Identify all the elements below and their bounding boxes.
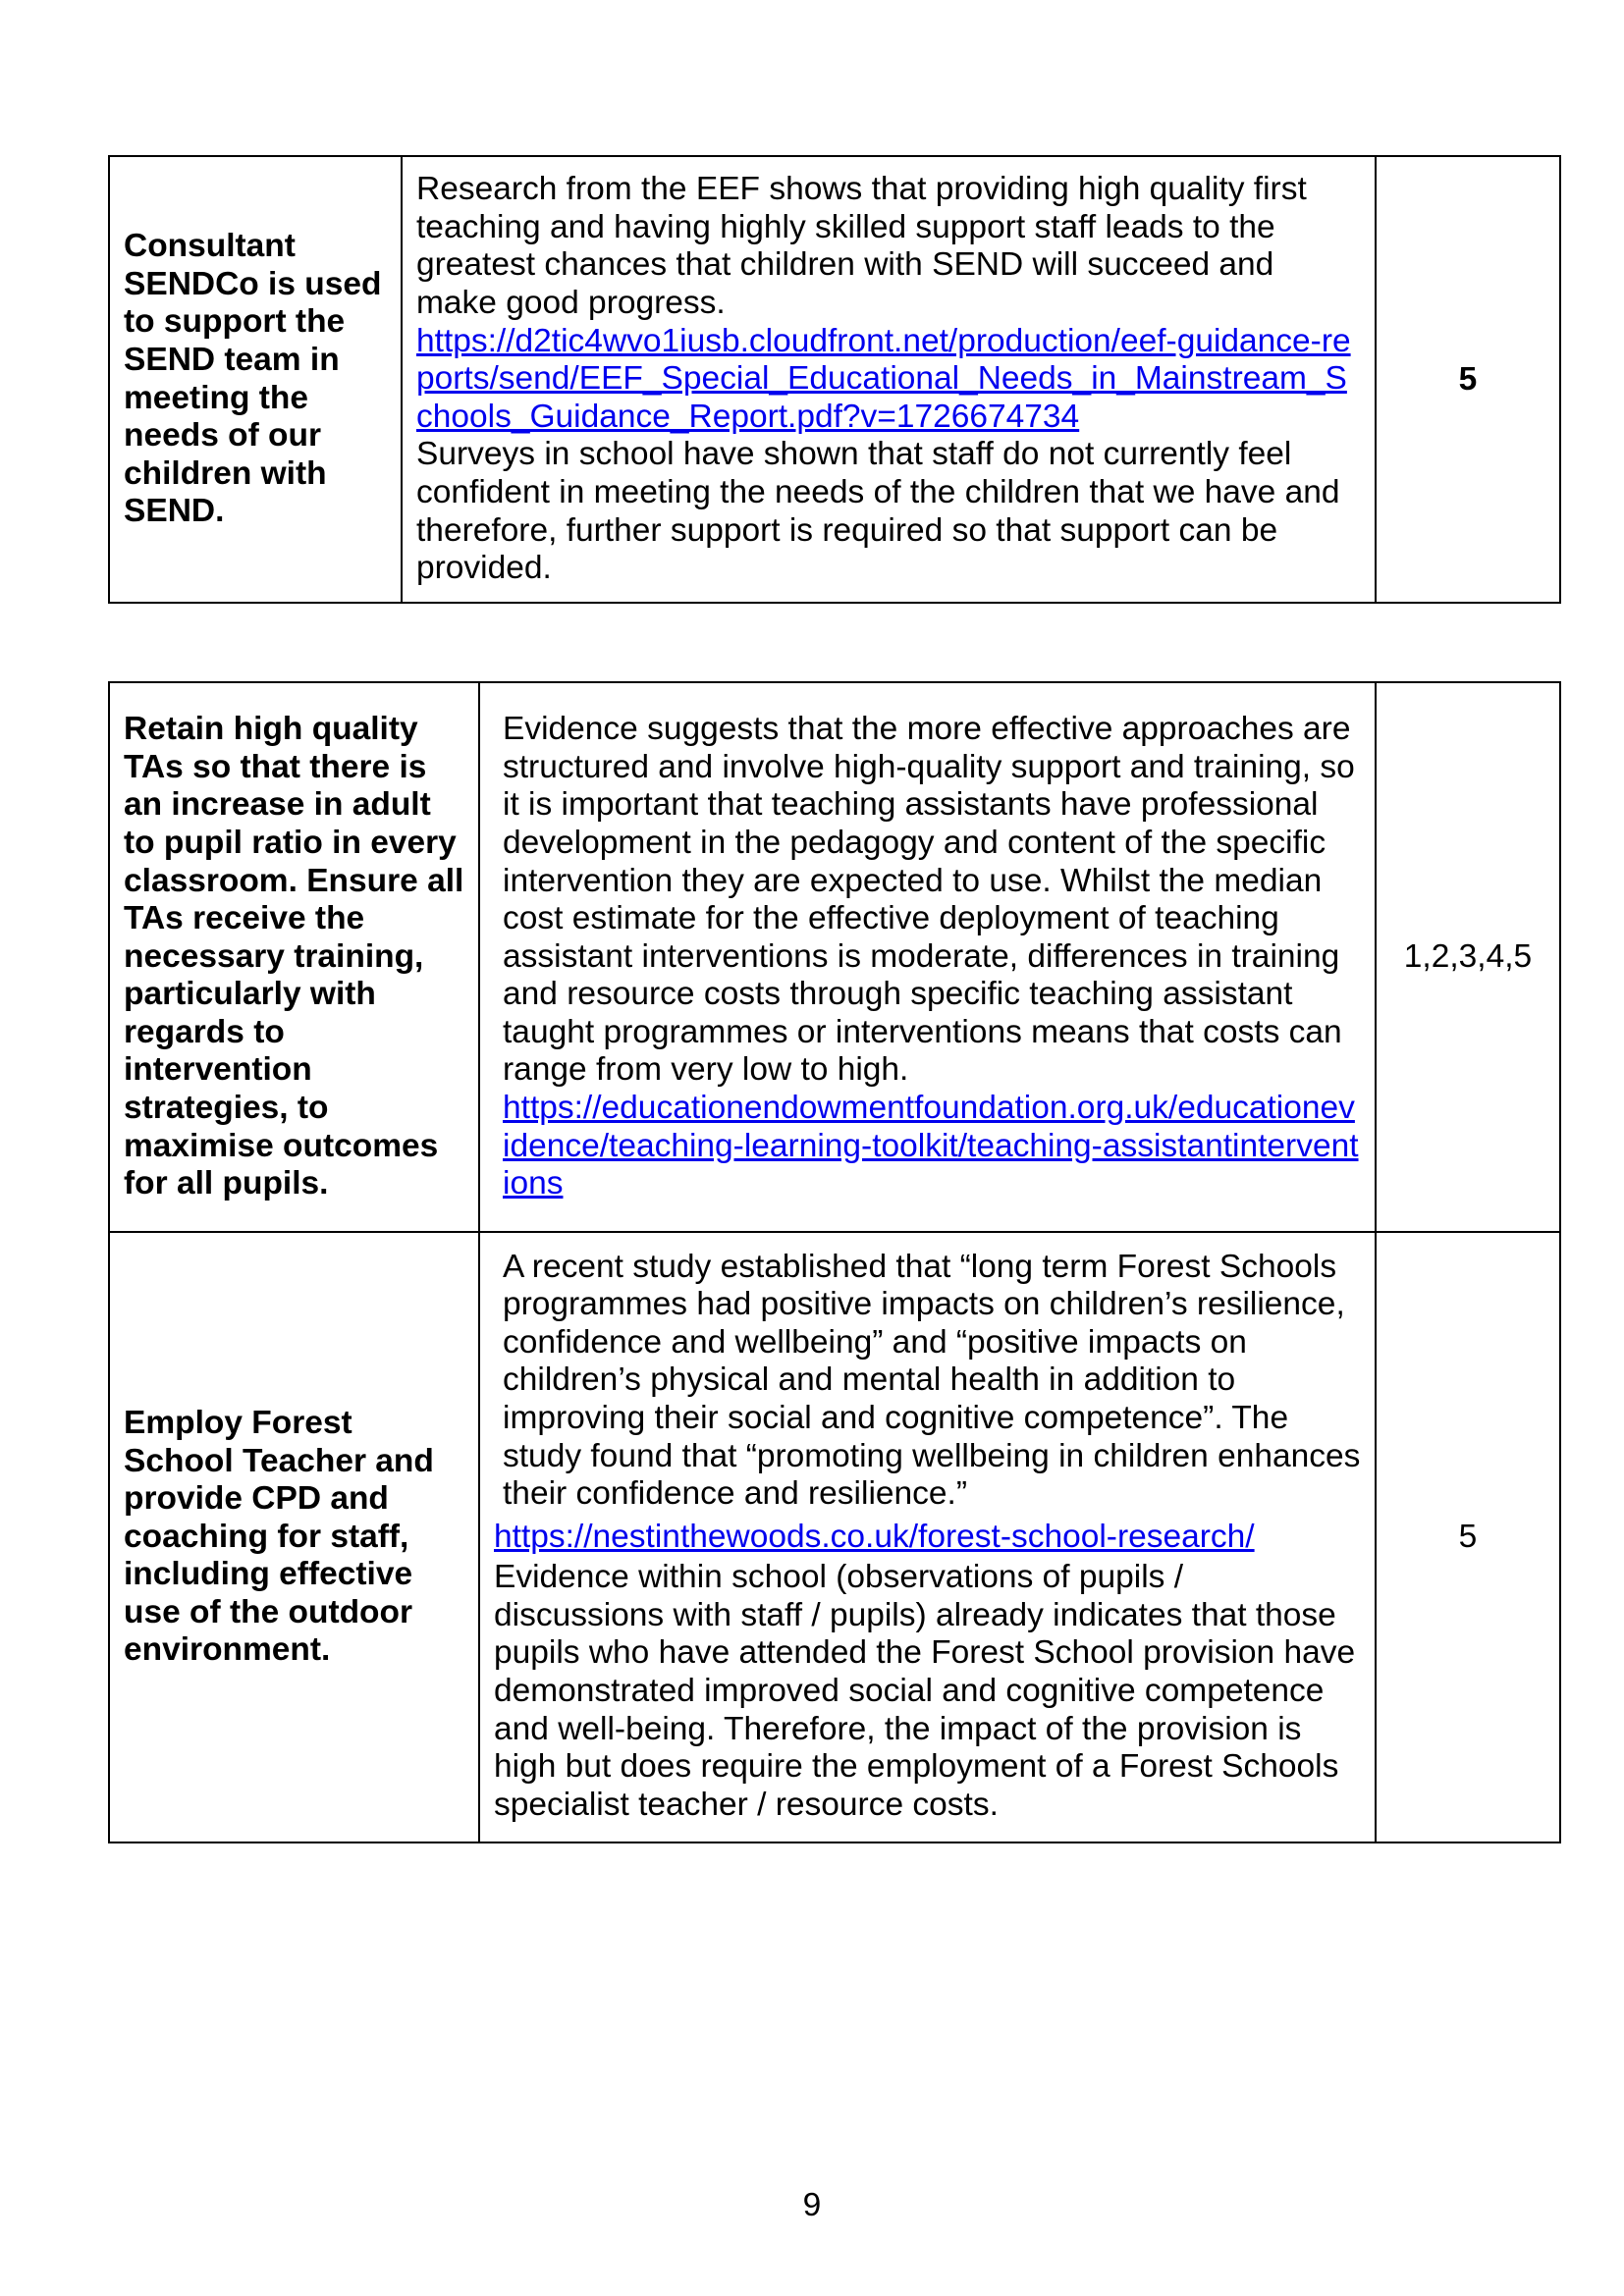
- evidence-text: A recent study established that “long term Forest Schools programmes had positive impacts on children’s resilience, confidence and wellbeing” and “positive impacts on children’s physical and mental health in addition to improving their social and cognitive competence”. The study found that “promoting wellbeing in children enhances their confidence and resilience.”: [503, 1248, 1361, 1513]
- approach-label: Retain high quality TAs so that there is an increase in adult to pupil ratio in every classroom. Ensure all TAs receive the necessary training, particularly with regards to intervention strategies, to maximise outcomes for all pupils.: [109, 682, 479, 1232]
- sendco-table: [108, 155, 1561, 604]
- approach-label: Consultant SENDCo is used to support the SEND team in meeting the needs of our children with SEND.: [109, 156, 402, 603]
- challenge-number: 5: [1376, 156, 1560, 603]
- evidence-link[interactable]: https://nestinthewoods.co.uk/forest-school-research/: [494, 1518, 1255, 1555]
- challenge-numbers: 1,2,3,4,5: [1376, 682, 1560, 1232]
- table-row: [109, 682, 1560, 1232]
- table-row: [109, 1232, 1560, 1842]
- evidence-cell: [402, 156, 1376, 603]
- evidence-text: Evidence within school (observations of pupils / discussions with staff / pupils) already indicates that those pupils who have attended the Forest School provision have demonstrated improved social and cognitive competence and well-being. Therefore, the impact of the provision is high but does require the employment of a Forest Schools specialist teacher / resource costs.: [494, 1559, 1356, 1823]
- evidence-cell: [479, 1232, 1376, 1842]
- evidence-text: Evidence suggests that the more effective approaches are structured and involve high-quality support and training, so it is important that teaching assistants have professional development in the pedagogy and content of the specific intervention they are expected to use. Whilst the median cost estimate for the effective deployment of teaching assistant interventions is moderate, differences in training and resource costs through specific teaching assistant taught programmes or interventions means that costs can range from very low to high.: [503, 711, 1355, 1089]
- page-number: 9: [802, 2187, 822, 2223]
- challenge-number: 5: [1376, 1232, 1560, 1842]
- evidence-text: Surveys in school have shown that staff do not currently feel confident in meeting the needs of the children that we have and therefore, further support is required so that support can be provided.: [416, 436, 1340, 587]
- approach-label: Employ Forest School Teacher and provide CPD and coaching for staff, including effective use of the outdoor environment.: [109, 1232, 479, 1842]
- ta-forest-school-table: [108, 681, 1561, 1843]
- evidence-link[interactable]: https://d2tic4wvo1iusb.cloudfront.net/production/eef-guidance-reports/send/EEF_Special_Educational_Needs_in_Mainstream_Schools_Guidance_Report.pdf?v=1726674734: [416, 322, 1351, 435]
- evidence-text: Research from the EEF shows that providing high quality first teaching and having highly skilled support staff leads to the greatest chances that children with SEND will succeed and make good progress.: [416, 171, 1307, 322]
- evidence-cell: [479, 682, 1376, 1232]
- evidence-link[interactable]: https://educationendowmentfoundation.org.uk/educationevidence/teaching-learning-toolkit/teaching-assistantinterventions: [503, 1090, 1359, 1202]
- table-row: [109, 156, 1560, 603]
